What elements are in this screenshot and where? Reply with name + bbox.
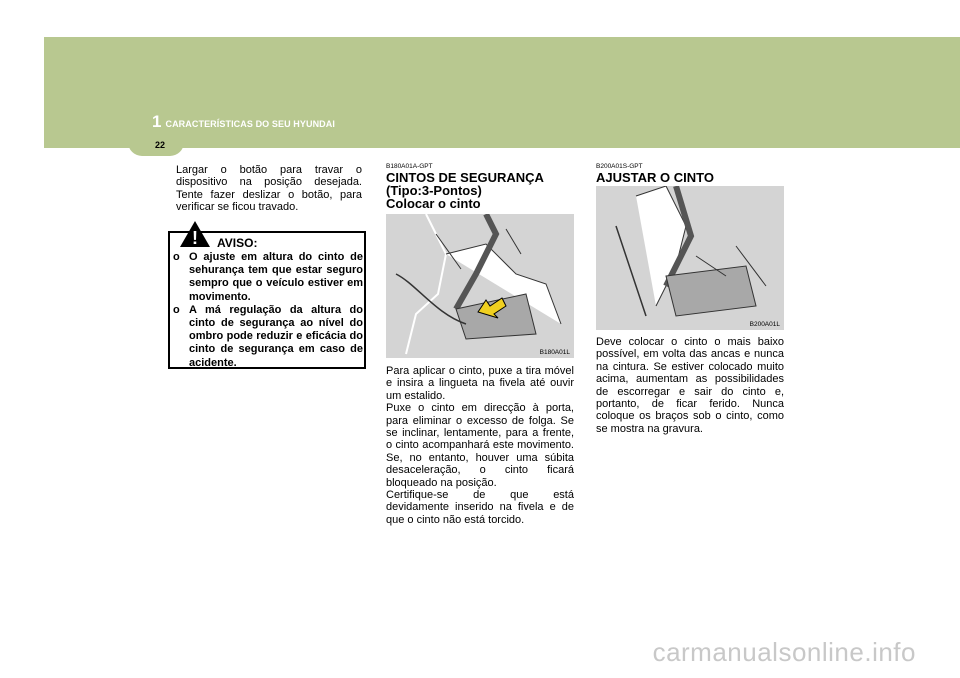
fastening-belt-illustration	[386, 214, 574, 358]
adjust-section	[596, 163, 784, 184]
warning-item-text: O ajuste em altura do cinto de sehurança tem que estar seguro sempro que o veículo estiver em movimento.	[189, 251, 363, 303]
seatbelt-section	[386, 163, 574, 210]
section-title-line: (Tipo:3-Pontos)	[386, 183, 482, 198]
section-code: B200A01S-GPT	[596, 163, 643, 170]
chapter-title: CARACTERÍSTICAS DO SEU HYUNDAI	[165, 119, 335, 129]
paragraph: Certifique-se de que está devidamente inserido na fivela e de que o cinto não está torcido.	[386, 489, 574, 526]
figure-label: B180A01L	[539, 349, 570, 356]
warning-triangle-icon	[179, 220, 211, 248]
paragraph: Puxe o cinto em direcção à porta, para eliminar o excesso de folga. Se se inclinar, lentamente, para a frente, o cinto acompanhará este movimento. Se, no entanto, houver uma súbita desaceleração, o cinto ficará bloqueado na posição.	[386, 402, 574, 489]
page-number: 22	[155, 140, 166, 150]
section-title: AJUSTAR O CINTO	[596, 170, 714, 185]
warning-item	[173, 304, 363, 370]
watermark: carmanualsonline.info	[652, 637, 916, 667]
belt-adjust-drawing	[596, 186, 784, 330]
seatbelt-text	[386, 365, 574, 526]
adjust-paragraph: Deve colocar o cinto o mais baixo possível, em volta das ancas e nunca na cintura. Se estiver colocado muito acima, aumentam as possibilidades de escorregar e sair do cinto e, portanto, de ficar ferido. Nunca coloque os braços sob o cinto, como se mostra na gravura.	[596, 336, 784, 435]
section-code: B180A01A-GPT	[386, 163, 433, 170]
warning-item-text: A má regulação da altura do cinto de segurança ao nível do ombro pode reduzir e eficácia do cinto de segurança em caso de acidente.	[189, 303, 363, 369]
belt-buckle-drawing	[386, 214, 574, 358]
warning-list	[173, 251, 363, 370]
warning-icon-glyph: !	[192, 228, 198, 248]
warning-item	[173, 251, 363, 304]
chapter-header	[152, 112, 335, 131]
paragraph: Para aplicar o cinto, puxe a tira móvel e insira a lingueta na fivela até ouvir um estalido.	[386, 365, 574, 402]
section-title-line: Colocar o cinto	[386, 196, 481, 211]
adjust-belt-illustration	[596, 186, 784, 330]
chapter-number: 1	[152, 112, 162, 131]
warning-bullet: o	[173, 303, 180, 316]
warning-title: AVISO:	[217, 236, 258, 250]
section-title-line: CINTOS DE SEGURANÇA	[386, 170, 544, 185]
warning-bullet: o	[173, 251, 180, 263]
figure-label: B200A01L	[749, 321, 780, 328]
col1-paragraph: Largar o botão para travar o dispositivo na posição desejada. Tente fazer deslizar o botão, para verificar se ficou travado.	[176, 164, 362, 214]
